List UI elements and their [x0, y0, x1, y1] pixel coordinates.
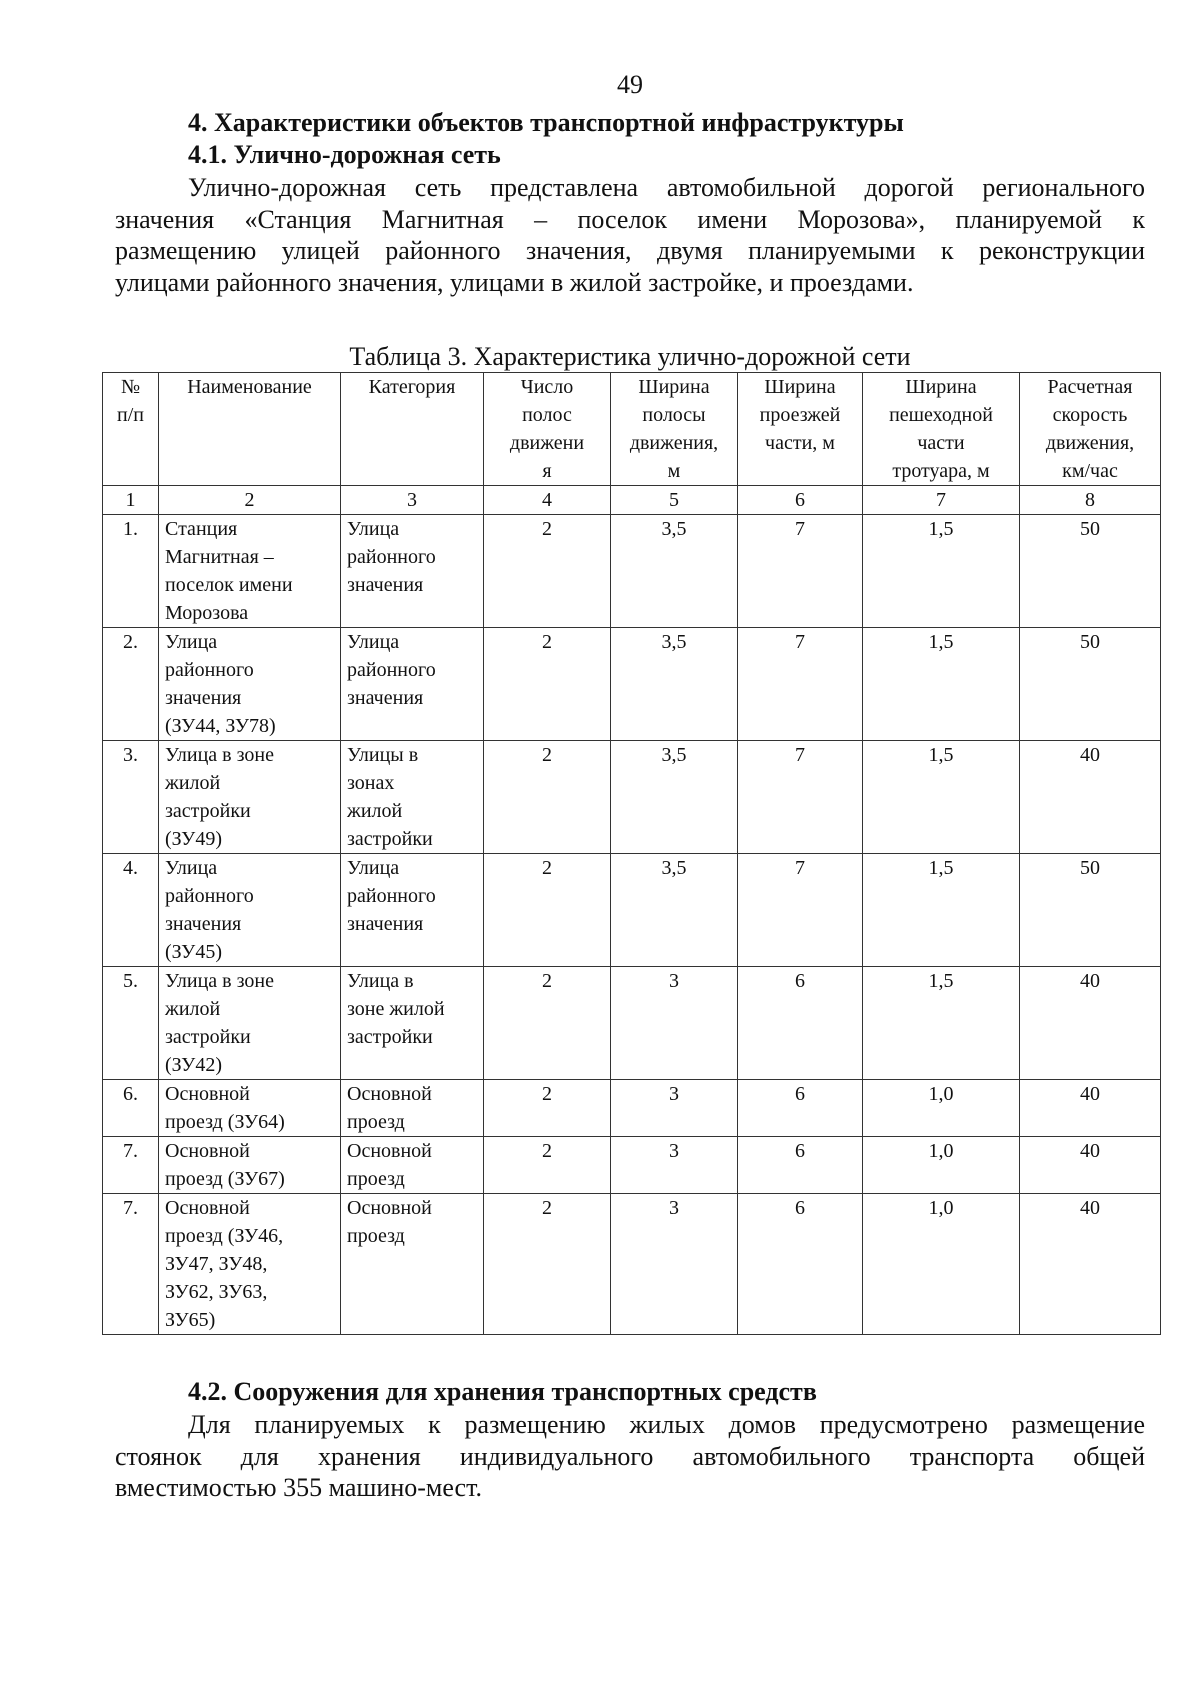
road-name-line: Улица в зоне: [165, 970, 274, 992]
category-cell: [341, 967, 484, 1080]
column-index-cell: 8: [1020, 486, 1161, 515]
lane-width-cell: 3: [611, 1137, 738, 1194]
section-4-heading: 4. Характеристики объектов транспортной инфраструктуры: [188, 108, 904, 137]
table-row: [103, 1194, 1161, 1335]
road-name-line: проезд (ЗУ64): [165, 1111, 285, 1133]
lanes-cell: 2: [484, 1194, 611, 1335]
roadway-width-cell: 6: [738, 967, 863, 1080]
category-line: зоне жилой: [347, 998, 445, 1020]
header-text: части: [917, 432, 965, 454]
road-name-line: (ЗУ42): [165, 1054, 223, 1076]
road-name-line: районного: [165, 659, 254, 681]
column-index-cell: 3: [341, 486, 484, 515]
category-cell: [341, 1194, 484, 1335]
lanes-cell: 2: [484, 967, 611, 1080]
row-number-cell: 3.: [103, 741, 159, 854]
road-name-line: Станция: [165, 518, 238, 540]
sidewalk-width-cell: 1,0: [863, 1194, 1020, 1335]
header-text: полос: [522, 404, 572, 426]
road-name-line: застройки: [165, 1026, 251, 1048]
road-name-line: Улица в зоне: [165, 744, 274, 766]
header-speed: [1020, 373, 1161, 486]
road-name-line: Морозова: [165, 602, 249, 624]
header-text: скорость: [1052, 404, 1128, 426]
sidewalk-width-cell: 1,5: [863, 967, 1020, 1080]
road-name-line: Основной: [165, 1083, 250, 1105]
section-4-1-heading: 4.1. Улично-дорожная сеть: [188, 140, 501, 169]
road-name-line: значения: [165, 687, 242, 709]
road-name-cell: [159, 1194, 341, 1335]
table-row: [103, 741, 1161, 854]
header-text: движения,: [1045, 432, 1135, 454]
road-name-line: (ЗУ45): [165, 941, 223, 963]
header-text: Ширина: [905, 376, 977, 398]
category-line: проезд: [347, 1111, 405, 1133]
lane-width-cell: 3,5: [611, 628, 738, 741]
lane-width-cell: 3: [611, 1194, 738, 1335]
table-row: [103, 628, 1161, 741]
category-line: застройки: [347, 828, 433, 850]
sidewalk-width-cell: 1,0: [863, 1080, 1020, 1137]
page-number: 49: [617, 70, 643, 99]
header-text: проезжей: [759, 404, 841, 426]
paragraph-line: Улично-дорожная сеть представлена автомобильной дорогой регионального: [188, 173, 1145, 202]
road-name-line: районного: [165, 885, 254, 907]
column-index-cell: 4: [484, 486, 611, 515]
roadway-width-cell: 7: [738, 854, 863, 967]
roadway-width-cell: 6: [738, 1080, 863, 1137]
column-index-cell: 6: [738, 486, 863, 515]
lane-width-cell: 3: [611, 1080, 738, 1137]
road-network-table: [102, 372, 1161, 1335]
road-name-line: ЗУ65): [165, 1309, 216, 1331]
header-name: [159, 373, 341, 486]
sidewalk-width-cell: 1,0: [863, 1137, 1020, 1194]
road-name-line: (ЗУ44, ЗУ78): [165, 715, 276, 737]
lane-width-cell: 3,5: [611, 515, 738, 628]
speed-cell: 40: [1020, 1080, 1161, 1137]
lane-width-cell: 3: [611, 967, 738, 1080]
speed-cell: 40: [1020, 741, 1161, 854]
lanes-cell: 2: [484, 515, 611, 628]
category-line: значения: [347, 913, 424, 935]
paragraph-line: улицами районного значения, улицами в жилой застройке, и проездами.: [115, 267, 914, 297]
road-name-line: Магнитная –: [165, 546, 274, 568]
category-line: Основной: [347, 1197, 432, 1219]
category-line: Улица: [347, 518, 400, 540]
section-4-2-heading: 4.2. Сооружения для хранения транспортных средств: [188, 1377, 817, 1406]
speed-cell: 50: [1020, 854, 1161, 967]
paragraph-line: стоянок для хранения индивидуального автомобильного транспорта общей: [115, 1441, 1145, 1471]
table-row: [103, 854, 1161, 967]
category-line: Улица: [347, 857, 400, 879]
road-name-cell: [159, 967, 341, 1080]
table-header-row: [103, 373, 1161, 486]
category-cell: [341, 1080, 484, 1137]
road-name-line: значения: [165, 913, 242, 935]
category-line: жилой: [347, 800, 403, 822]
header-text: Ширина: [764, 376, 836, 398]
section-4-2-paragraph: [115, 1409, 1145, 1504]
category-line: районного: [347, 546, 436, 568]
header-text: я: [542, 460, 552, 482]
speed-cell: 40: [1020, 967, 1161, 1080]
header-text: Ширина: [638, 376, 710, 398]
row-number-cell: 7.: [103, 1194, 159, 1335]
header-lane-width: [611, 373, 738, 486]
category-line: проезд: [347, 1168, 405, 1190]
header-text: №: [120, 376, 141, 398]
header-text: движени: [509, 432, 585, 454]
header-text: части, м: [765, 432, 835, 454]
header-text: км/час: [1062, 460, 1118, 482]
header-category: [341, 373, 484, 486]
sidewalk-width-cell: 1,5: [863, 741, 1020, 854]
lane-width-cell: 3,5: [611, 741, 738, 854]
paragraph-line: вместимостью 355 машино-мест.: [115, 1473, 482, 1502]
row-number-cell: 5.: [103, 967, 159, 1080]
header-sidewalk-width: [863, 373, 1020, 486]
road-name-line: (ЗУ49): [165, 828, 223, 850]
table-row: [103, 1080, 1161, 1137]
road-name-cell: [159, 515, 341, 628]
category-cell: [341, 1137, 484, 1194]
sidewalk-width-cell: 1,5: [863, 854, 1020, 967]
row-number-cell: 4.: [103, 854, 159, 967]
category-line: Улица: [347, 631, 400, 653]
road-name-line: Улица: [165, 857, 218, 879]
category-cell: [341, 515, 484, 628]
category-line: Основной: [347, 1140, 432, 1162]
table-index-row: [103, 486, 1161, 515]
lanes-cell: 2: [484, 741, 611, 854]
row-number-cell: 6.: [103, 1080, 159, 1137]
sidewalk-width-cell: 1,5: [863, 515, 1020, 628]
column-index-cell: 1: [103, 486, 159, 515]
category-line: значения: [347, 574, 424, 596]
row-number-cell: 7.: [103, 1137, 159, 1194]
road-name-line: поселок имени: [165, 574, 293, 596]
lane-width-cell: 3,5: [611, 854, 738, 967]
category-cell: [341, 741, 484, 854]
header-text: Наименование: [187, 376, 312, 398]
category-line: Улицы в: [347, 744, 419, 766]
roadway-width-cell: 6: [738, 1194, 863, 1335]
roadway-width-cell: 7: [738, 628, 863, 741]
table-row: [103, 967, 1161, 1080]
category-cell: [341, 628, 484, 741]
header-text: Число: [520, 376, 574, 398]
header-text: п/п: [117, 404, 144, 426]
column-index-cell: 7: [863, 486, 1020, 515]
category-line: Улица в: [347, 970, 414, 992]
category-line: Основной: [347, 1083, 432, 1105]
paragraph-line: значения «Станция Магнитная – поселок имени Морозова», планируемой к: [115, 204, 1145, 234]
header-text: Категория: [368, 376, 456, 398]
header-text: Расчетная: [1047, 376, 1133, 398]
header-text: тротуара, м: [892, 460, 990, 482]
header-text: полосы: [642, 404, 706, 426]
category-cell: [341, 854, 484, 967]
lanes-cell: 2: [484, 628, 611, 741]
road-name-line: Основной: [165, 1197, 250, 1219]
header-text: пешеходной: [889, 404, 993, 426]
road-name-cell: [159, 741, 341, 854]
lanes-cell: 2: [484, 1080, 611, 1137]
sidewalk-width-cell: 1,5: [863, 628, 1020, 741]
road-name-line: Улица: [165, 631, 218, 653]
lanes-cell: 2: [484, 854, 611, 967]
road-name-line: Основной: [165, 1140, 250, 1162]
category-line: значения: [347, 687, 424, 709]
roadway-width-cell: 7: [738, 741, 863, 854]
category-line: проезд: [347, 1225, 405, 1247]
roadway-width-cell: 7: [738, 515, 863, 628]
paragraph-line: размещению улицей районного значения, двумя планируемыми к реконструкции: [115, 236, 1145, 265]
road-name-line: проезд (ЗУ67): [165, 1168, 285, 1190]
column-index-cell: 2: [159, 486, 341, 515]
category-line: районного: [347, 659, 436, 681]
road-name-cell: [159, 854, 341, 967]
category-line: районного: [347, 885, 436, 907]
header-number: [103, 373, 159, 486]
header-lanes: [484, 373, 611, 486]
lanes-cell: 2: [484, 1137, 611, 1194]
category-line: застройки: [347, 1026, 433, 1048]
road-name-cell: [159, 628, 341, 741]
row-number-cell: 2.: [103, 628, 159, 741]
speed-cell: 40: [1020, 1194, 1161, 1335]
paragraph-line: Для планируемых к размещению жилых домов предусмотрено размещение: [188, 1410, 1145, 1439]
road-name-line: жилой: [165, 998, 221, 1020]
row-number-cell: 1.: [103, 515, 159, 628]
speed-cell: 50: [1020, 515, 1161, 628]
speed-cell: 40: [1020, 1137, 1161, 1194]
header-text: м: [667, 460, 681, 482]
header-text: движения,: [629, 432, 719, 454]
speed-cell: 50: [1020, 628, 1161, 741]
road-name-line: ЗУ62, ЗУ63,: [165, 1281, 268, 1303]
road-name-line: жилой: [165, 772, 221, 794]
table-row: [103, 1137, 1161, 1194]
category-line: зонах: [347, 772, 395, 794]
column-index-cell: 5: [611, 486, 738, 515]
header-roadway-width: [738, 373, 863, 486]
section-4-1-paragraph: [115, 172, 1145, 298]
road-name-line: застройки: [165, 800, 251, 822]
roadway-width-cell: 6: [738, 1137, 863, 1194]
road-name-line: ЗУ47, ЗУ48,: [165, 1253, 268, 1275]
road-name-line: проезд (ЗУ46,: [165, 1225, 284, 1247]
table-row: [103, 515, 1161, 628]
road-name-cell: [159, 1137, 341, 1194]
road-name-cell: [159, 1080, 341, 1137]
table-caption: Таблица 3. Характеристика улично-дорожной сети: [349, 342, 911, 371]
